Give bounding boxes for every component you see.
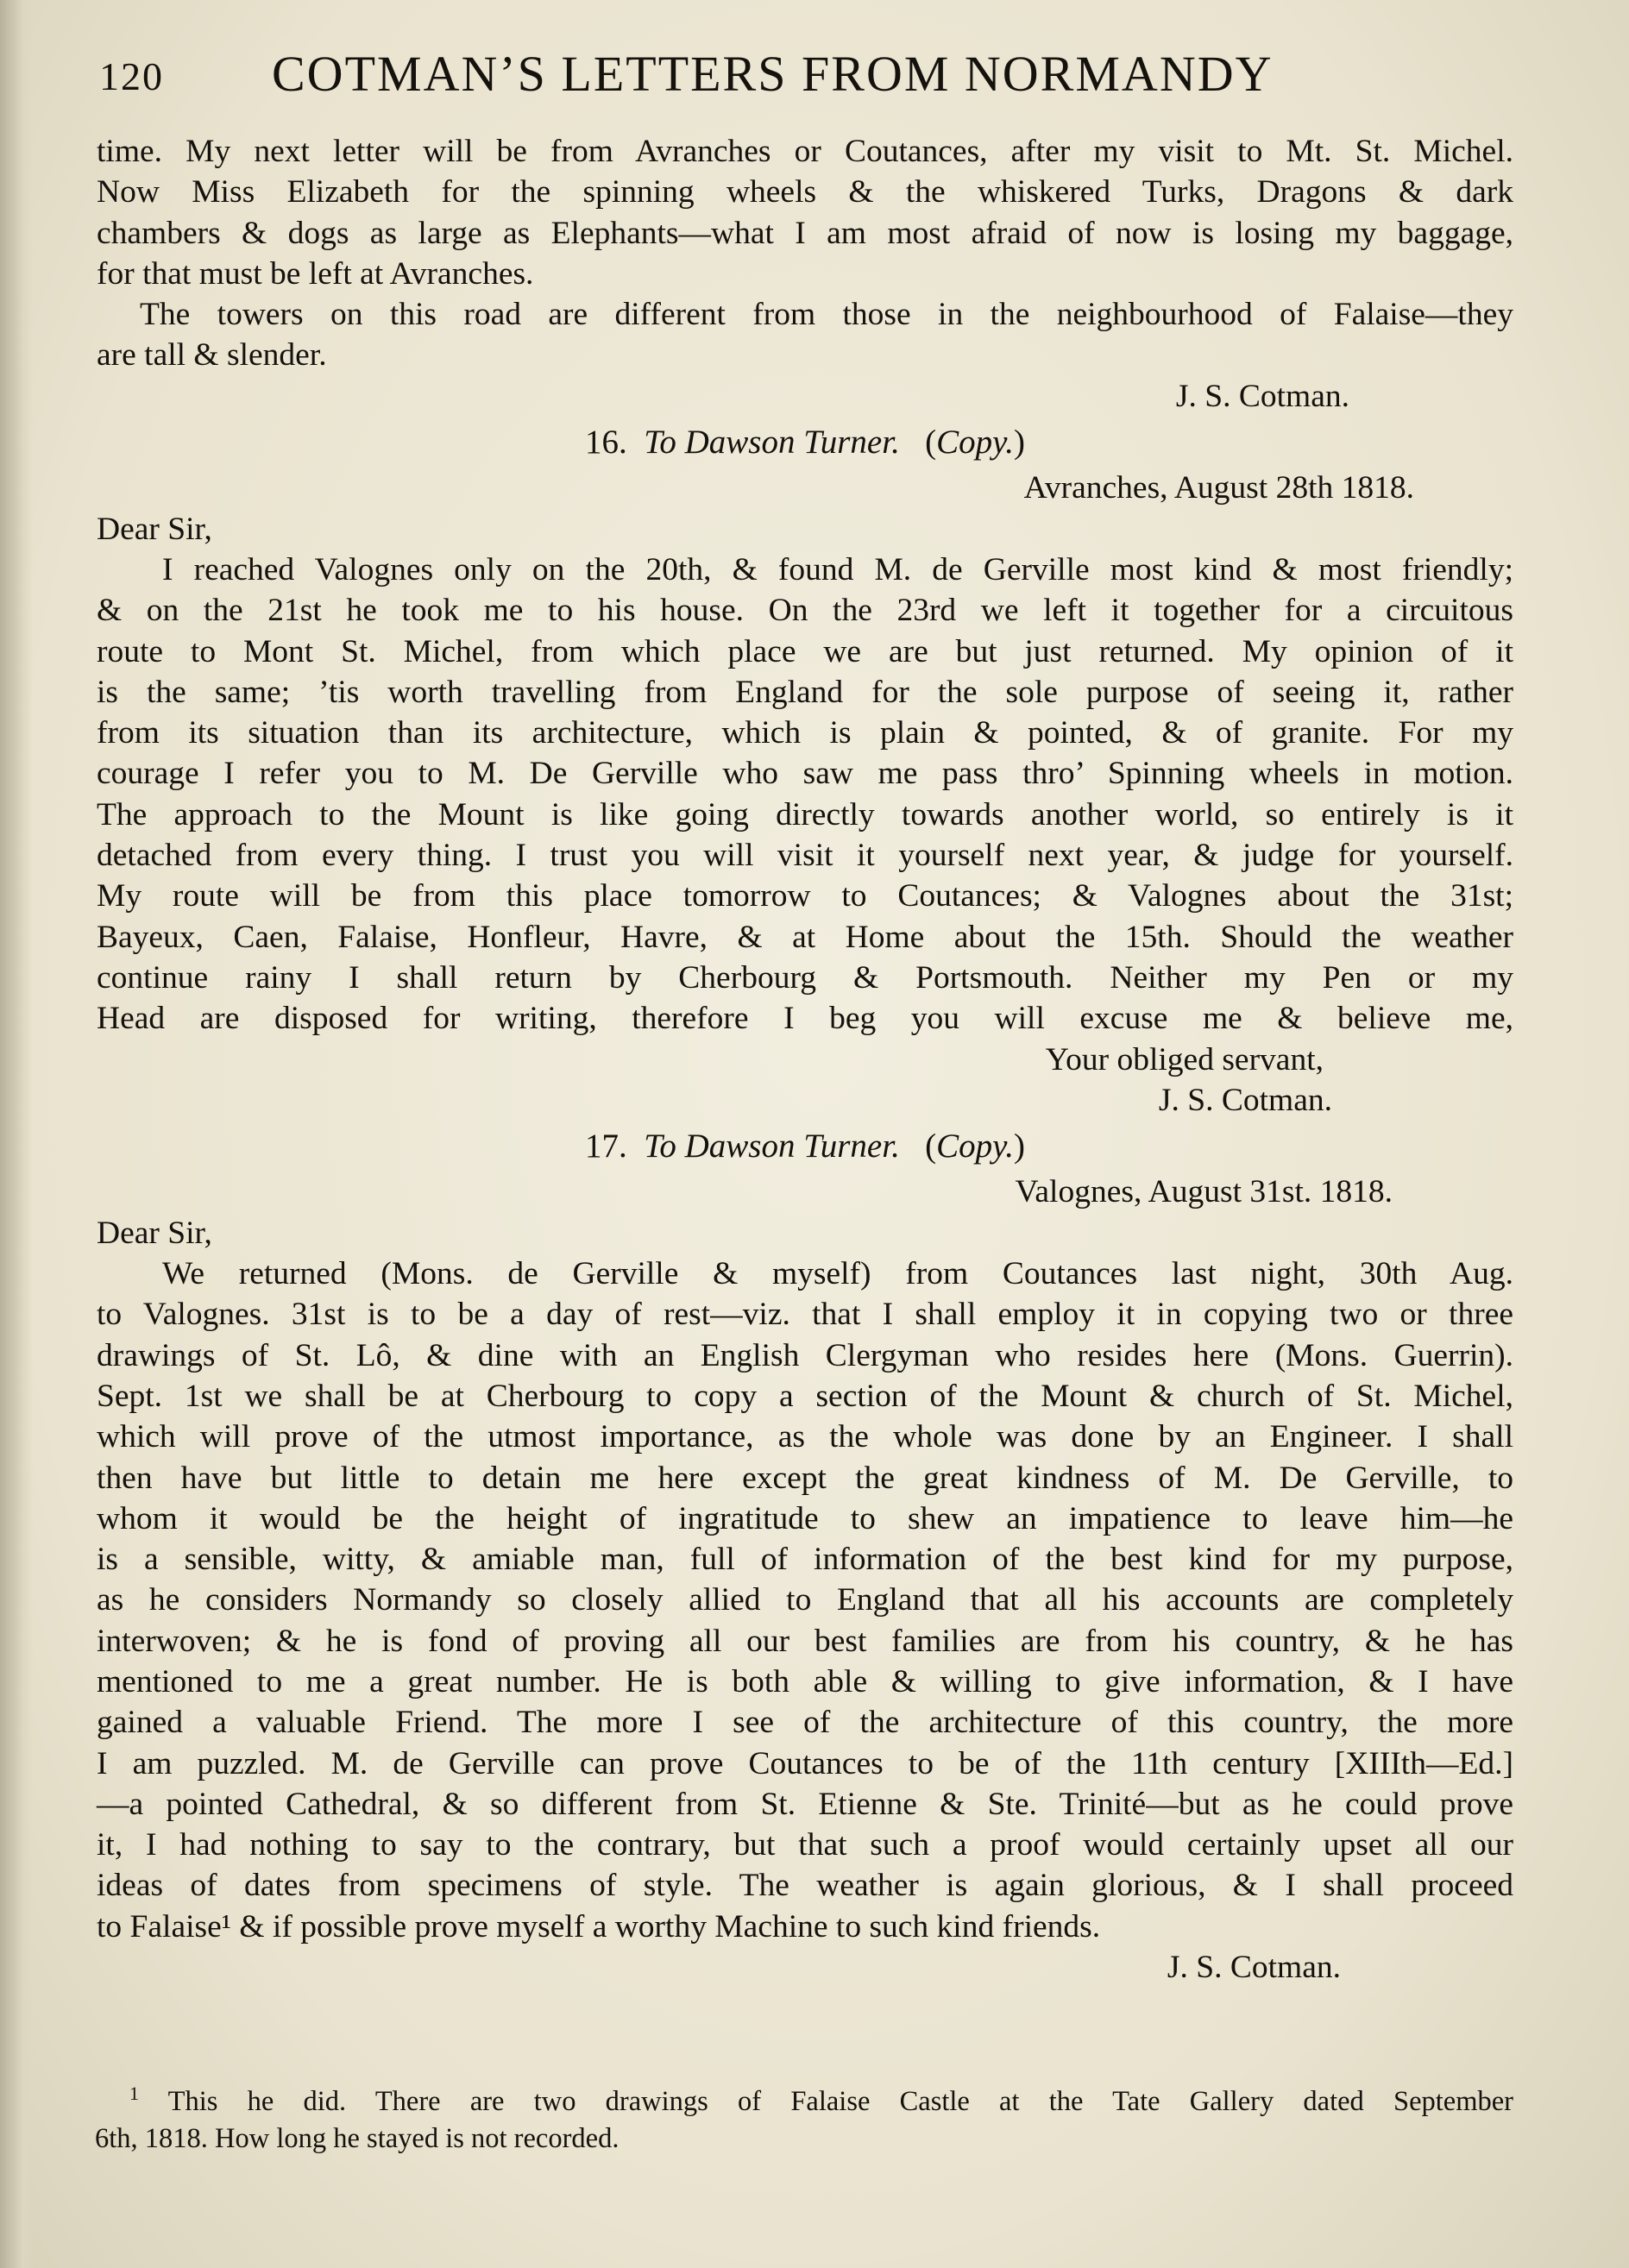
text-line: whom it would be the height of ingratitude to shew an impatience to leave him—he: [97, 1500, 1513, 1536]
text-line: from its situation than its architecture, which is plain & pointed, & of granite. For my: [97, 715, 1513, 751]
letter-number: 16.: [584, 424, 627, 462]
text-line: Sept. 1st we shall be at Cherbourg to copy a section of the Mount & church of St. Michel,: [97, 1378, 1513, 1414]
text-line: Bayeux, Caen, Falaise, Honfleur, Havre, & at Home about the 15th. Should the weather: [97, 919, 1513, 955]
text-line: is a sensible, witty, & amiable man, full of information of the best kind for my purpose,: [97, 1542, 1513, 1578]
copy-note: (Copy.): [925, 1128, 1026, 1165]
page-body: [97, 131, 1513, 1988]
intro-paragraph-2: [97, 294, 1513, 376]
text-line: time. My next letter will be from Avranches or Coutances, after my visit to Mt. St. Michel.: [97, 134, 1513, 169]
copy-note: (Copy.): [925, 424, 1026, 462]
text-line: to Falaise¹ & if possible prove myself a worthy Machine to such kind friends.: [97, 1908, 1101, 1944]
text-line: The towers on this road are different from those in the neighbourhood of Falaise—they: [140, 297, 1513, 333]
letter-heading: [97, 1126, 1513, 1166]
signature: J. S. Cotman.: [1167, 1950, 1341, 1986]
text-line: chambers & dogs as large as Elephants—what I am most afraid of now is losing my baggage,: [97, 215, 1513, 251]
text-line: courage I refer you to M. De Gerville who saw me pass thro’ Spinning wheels in motion.: [97, 756, 1513, 792]
text-line: Head are disposed for writing, therefore I beg you will excuse me & believe me,: [97, 1001, 1513, 1037]
letter-recipient: To Dawson Turner.: [644, 424, 900, 462]
text-line: then have but little to detain me here except the great kindness of M. De Gerville, to: [97, 1460, 1513, 1496]
text-line: & on the 21st he took me to his house. On the 23rd we left it together for a circuitous: [97, 593, 1513, 629]
text-line: for that must be left at Avranches.: [97, 255, 534, 292]
text-line: I am puzzled. M. de Gerville can prove Coutances to be of the 11th century [XIIIth—Ed.]: [97, 1745, 1513, 1781]
text-line: route to Mont St. Michel, from which place we are but just returned. My opinion of it: [97, 633, 1513, 669]
signature: J. S. Cotman.: [1158, 1082, 1332, 1118]
letter-body: [97, 1253, 1513, 1947]
footnote-text: This he did. There are two drawings of Falaise Castle at the Tate Gallery dated September: [167, 2086, 1513, 2117]
text-line: —a pointed Cathedral, & so different from St. Etienne & Ste. Trinité—but as he could prove: [97, 1786, 1513, 1822]
letter-recipient: To Dawson Turner.: [644, 1128, 900, 1165]
text-line: My route will be from this place tomorrow to Coutances; & Valognes about the 31st;: [97, 878, 1513, 914]
salutation: Dear Sir,: [97, 1215, 212, 1251]
text-line: it, I had nothing to say to the contrary, but that such a proof would certainly upset all our: [97, 1827, 1513, 1863]
letter-number: 17.: [584, 1128, 627, 1165]
page-header: [99, 45, 1532, 105]
text-line: interwoven; & he is fond of proving all our best families are from his country, & he has: [97, 1623, 1513, 1659]
text-line: which will prove of the utmost importance, as the whole was done by an Engineer. I shall: [97, 1419, 1513, 1455]
letter-heading: [97, 422, 1513, 462]
text-line: I reached Valognes only on the 20th, & found M. de Gerville most kind & most friendly;: [162, 551, 1513, 587]
text-line: continue rainy I shall return by Cherbourg & Portsmouth. Neither my Pen or my: [97, 959, 1513, 996]
footnote-line: 6th, 1818. How long he stayed is not recorded.: [95, 2123, 620, 2154]
text-line: is the same; ’tis worth travelling from England for the sole purpose of seeing it, rather: [97, 674, 1513, 710]
dateline: Valognes, August 31st. 1818.: [1015, 1174, 1393, 1210]
text-line: to Valognes. 31st is to be a day of rest—viz. that I shall employ it in copying two or three: [97, 1297, 1513, 1333]
footnote: [95, 2075, 1513, 2158]
page-gutter-shadow: [0, 0, 33, 2268]
text-line: detached from every thing. I trust you will visit it yourself next year, & judge for yourself.: [97, 838, 1513, 874]
text-line: are tall & slender.: [97, 337, 327, 374]
footnote-line: [129, 2075, 1513, 2120]
text-line: ideas of dates from specimens of style. The weather is again glorious, & I shall proceed: [97, 1868, 1513, 1904]
text-line: as he considers Normandy so closely allied to England that all his accounts are completely: [97, 1582, 1513, 1618]
salutation: Dear Sir,: [97, 511, 212, 547]
intro-paragraph: [97, 131, 1513, 294]
text-line: drawings of St. Lô, & dine with an English Clergyman who resides here (Mons. Guerrin).: [97, 1337, 1513, 1373]
signature: J. S. Cotman.: [1175, 378, 1349, 414]
text-line: mentioned to me a great number. He is both able & willing to give information, & I have: [97, 1663, 1513, 1699]
text-line: Now Miss Elizabeth for the spinning wheels & the whiskered Turks, Dragons & dark: [97, 174, 1513, 210]
page-number: 120: [99, 54, 164, 98]
text-line: The approach to the Mount is like going directly towards another world, so entirely is it: [97, 796, 1513, 832]
closing: Your obliged servant,: [1045, 1041, 1324, 1077]
running-head: COTMAN’S LETTERS FROM NORMANDY: [272, 46, 1274, 102]
letter-body: [97, 550, 1513, 1040]
footnote-marker: 1: [129, 2083, 139, 2104]
text-line: We returned (Mons. de Gerville & myself) from Coutances last night, 30th Aug.: [162, 1256, 1513, 1292]
text-line: gained a valuable Friend. The more I see of the architecture of this country, the more: [97, 1705, 1513, 1741]
dateline: Avranches, August 28th 1818.: [1023, 470, 1414, 506]
